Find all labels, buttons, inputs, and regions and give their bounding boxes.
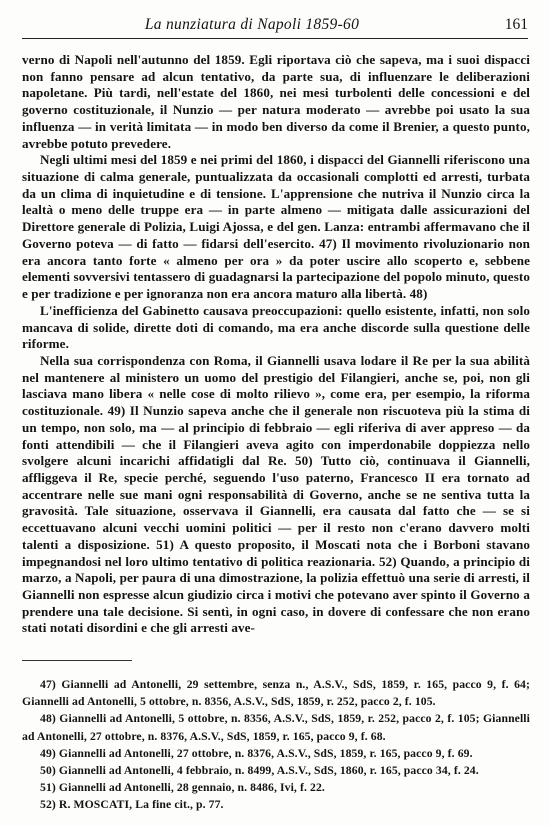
footnote-47: 47) Giannelli ad Antonelli, 29 settembre, senza n., A.S.V., SdS, 1859, r. 165, pacco 9, f. 64; Giannelli ad Antonelli, 5 ottobre, n. 8356, A.S.V., SdS, 1859, r. 252, pacco 2, f. 105.: [22, 678, 530, 709]
paragraph-4: Nella sua corrispondenza con Roma, il Giannelli usava lodare il Re per la sua abilità nel mantenere al ministero un uomo del prestigio del Filangieri, anche se, poi, non gli lasciava mano libera « nelle cose di molto rilievo », come era, per esempio, la riforma costituzionale. 49) Il Nunzio sapeva anche che il generale non riscuoteva più la stima di un tempo, non solo, ma — al principio di febbraio — egli riferiva di aver appreso — da fonti attendibili — che il Filangieri aveva agito con imperdonabile doppiezza nello svolgere alcuni incarichi affidatigli dal Re. 50) Tutto ciò, continuava il Giannelli, affliggeva il Re, specie perché, seguendo l'uso paterno, Francesco II era tornato ad accentrare nelle sue mani ogni responsabilità di Governo, anche se ne sentiva tutta la gravosità. Tale situazione, osservava il Giannelli, era causata dal fatto che — se si eccettuavano alcuni vecchi uomini politici — per il resto non c'erano davvero molti talenti a disposizione. 51) A questo proposito, il Moscati nota che i Borboni stavano impegnandosi nel loro ultimo tentativo di politica reazionaria. 52) Quando, a principio di marzo, a Napoli, per paura di una dimostrazione, la polizia effettuò una serie di arresti, il Giannelli non espresse alcun giudizio circa i motivi che potevano aver spinto il Governo a prendere una tale decisione. Si sentì, in ogni caso, in dovere di confessare che non erano stati notati disordini e che gli arresti ave-: [22, 352, 530, 636]
paragraph-3: L'inefficienza del Gabinetto causava preoccupazioni: quello esistente, infatti, non solo mancava di solide, dirette doti di comando, ma era anche discorde sulla questione delle riforme.: [22, 302, 530, 352]
page-header: [22, 14, 528, 38]
footnote-50: 50) Giannelli ad Antonelli, 4 febbraio, n. 8499, A.S.V., SdS, 1860, r. 165, pacco 34, f. 24.: [40, 764, 479, 778]
footnote-51: 51) Giannelli ad Antonelli, 28 gennaio, n. 8486, Ivi, f. 22.: [40, 781, 325, 795]
header-rule: [22, 38, 528, 39]
footnote-49: 49) Giannelli ad Antonelli, 27 ottobre, n. 8376, A.S.V., SdS, 1859, r. 165, pacco 9, f. 69.: [40, 746, 473, 760]
footnote-48: 48) Giannelli ad Antonelli, 5 ottobre, n. 8356, A.S.V., SdS, 1859, r. 252, pacco 2, f. 105; Giannelli ad Antonelli, 27 ottobre, n. 8376, A.S.V., SdS, 1859, r. 165, pacco 9, f. 68.: [22, 712, 530, 743]
body-text: [22, 52, 530, 637]
paragraph-1: verno di Napoli nell'autunno del 1859. Egli riportava ciò che sapeva, ma i suoi dispacci non fanno pensare ad alcun tentativo, da parte sua, di influenzare le deliberazioni napoletane. Più tardi, nell'estate del 1860, nei mesi turbolenti delle concessioni e del governo costituzionale, il Nunzio — per natura moderato — avrebbe poi usato la sua influenza — in verità limitata — in modo ben diverso da come il Brenier, a questo punto, avrebbe potuto prevedere.: [22, 52, 530, 151]
running-title: La nunziatura di Napoli 1859-60: [144, 16, 360, 33]
page-number: 161: [504, 16, 528, 33]
footnote-rule: [22, 660, 132, 661]
footnote-52: 52) R. MOSCATI, La fine cit., p. 77.: [40, 798, 224, 812]
footnotes: [22, 676, 530, 814]
paragraph-2: Negli ultimi mesi del 1859 e nei primi del 1860, i dispacci del Giannelli riferiscono una situazione di calma generale, puntualizzata da occasionali complotti ed arresti, turbata da un clima di inquietudine e di tensione. L'apprensione che nutriva il Nunzio circa la lealtà o meno delle truppe era — in parte almeno — mitigata dalle assicurazioni del Direttore generale di Polizia, Luigi Ajossa, e del gen. Lanza: entrambi affermavano che il Governo poteva — di fatto — fidarsi dell'esercito. 47) Il movimento rivoluzionario non era ancora tanto forte « almeno per ora » da poter uscire allo scoperto e, sebbene elementi sovversivi tentassero di guadagnarsi la partecipazione del popolo minuto, questo e per tradizione e per ignoranza non era ancora maturo alla libertà. 48): [22, 152, 530, 302]
